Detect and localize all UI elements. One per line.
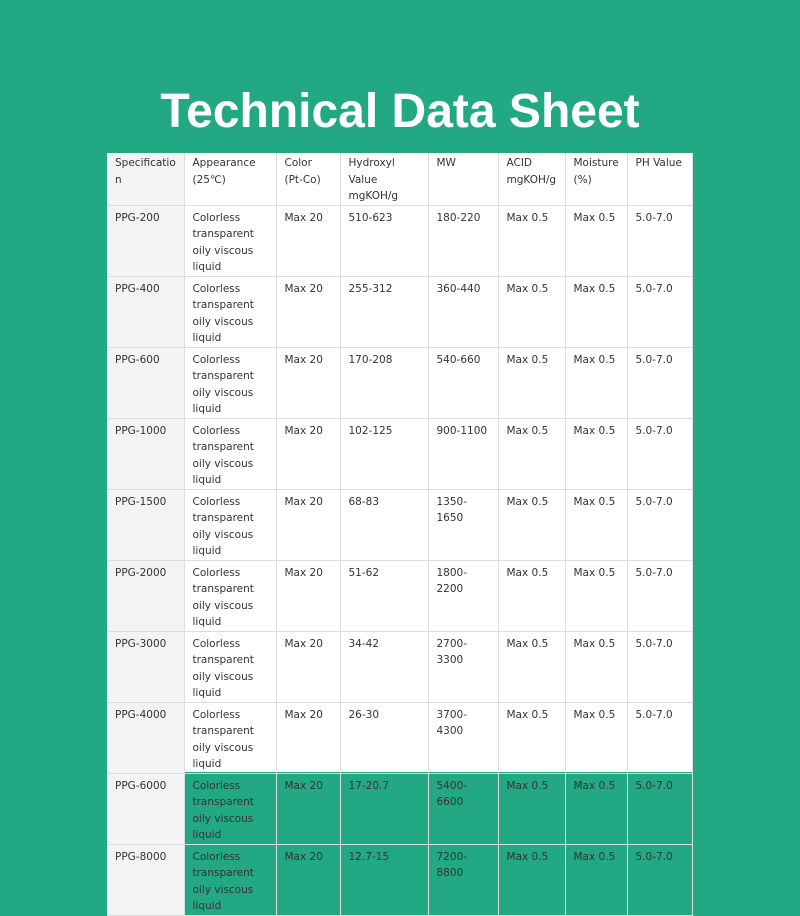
specification-cell: PPG-8000 xyxy=(107,844,184,915)
moisture-cell: Max 0.5 xyxy=(565,347,627,418)
header-moisture: Moisture (%) xyxy=(565,153,627,205)
moisture-cell: Max 0.5 xyxy=(565,276,627,347)
mw-cell: 540-660 xyxy=(428,347,498,418)
ph-value-cell: 5.0-7.0 xyxy=(627,276,692,347)
appearance-cell: Colorless transparent oily viscous liquid xyxy=(184,702,276,773)
mw-cell: 5400-6600 xyxy=(428,773,498,844)
table-row xyxy=(107,489,692,560)
mw-cell: 180-220 xyxy=(428,205,498,276)
header-acid: ACID mgKOH/g xyxy=(498,153,565,205)
appearance-cell: Colorless transparent oily viscous liquid xyxy=(184,347,276,418)
header-mw: MW xyxy=(428,153,498,205)
table-row xyxy=(107,631,692,702)
ph-value-cell: 5.0-7.0 xyxy=(627,702,692,773)
color-cell: Max 20 xyxy=(276,560,340,631)
table-body xyxy=(107,205,692,915)
technical-data-table xyxy=(107,153,693,916)
acid-cell: Max 0.5 xyxy=(498,489,565,560)
hydroxyl-value-cell: 170-208 xyxy=(340,347,428,418)
table-row xyxy=(107,418,692,489)
mw-cell: 1350-1650 xyxy=(428,489,498,560)
header-specification: Specification xyxy=(107,153,184,205)
ph-value-cell: 5.0-7.0 xyxy=(627,205,692,276)
specification-cell: PPG-1500 xyxy=(107,489,184,560)
color-cell: Max 20 xyxy=(276,702,340,773)
ph-value-cell: 5.0-7.0 xyxy=(627,631,692,702)
appearance-cell: Colorless transparent oily viscous liquid xyxy=(184,631,276,702)
appearance-cell: Colorless transparent oily viscous liquid xyxy=(184,205,276,276)
hydroxyl-value-cell: 17-20.7 xyxy=(340,773,428,844)
appearance-cell: Colorless transparent oily viscous liquid xyxy=(184,560,276,631)
moisture-cell: Max 0.5 xyxy=(565,205,627,276)
acid-cell: Max 0.5 xyxy=(498,631,565,702)
moisture-cell: Max 0.5 xyxy=(565,702,627,773)
ph-value-cell: 5.0-7.0 xyxy=(627,773,692,844)
mw-cell: 360-440 xyxy=(428,276,498,347)
moisture-cell: Max 0.5 xyxy=(565,489,627,560)
table-row xyxy=(107,205,692,276)
mw-cell: 2700-3300 xyxy=(428,631,498,702)
color-cell: Max 20 xyxy=(276,844,340,915)
mw-cell: 3700-4300 xyxy=(428,702,498,773)
hydroxyl-value-cell: 12.7-15 xyxy=(340,844,428,915)
appearance-cell: Colorless transparent oily viscous liquid xyxy=(184,276,276,347)
table-header-row xyxy=(107,153,692,205)
moisture-cell: Max 0.5 xyxy=(565,631,627,702)
acid-cell: Max 0.5 xyxy=(498,702,565,773)
acid-cell: Max 0.5 xyxy=(498,560,565,631)
moisture-cell: Max 0.5 xyxy=(565,560,627,631)
acid-cell: Max 0.5 xyxy=(498,418,565,489)
appearance-cell: Colorless transparent oily viscous liquid xyxy=(184,773,276,844)
color-cell: Max 20 xyxy=(276,631,340,702)
mw-cell: 900-1100 xyxy=(428,418,498,489)
acid-cell: Max 0.5 xyxy=(498,773,565,844)
table-row xyxy=(107,347,692,418)
specification-cell: PPG-4000 xyxy=(107,702,184,773)
header-hydroxyl-value: Hydroxyl Value mgKOH/g xyxy=(340,153,428,205)
specification-cell: PPG-3000 xyxy=(107,631,184,702)
color-cell: Max 20 xyxy=(276,489,340,560)
moisture-cell: Max 0.5 xyxy=(565,844,627,915)
header-color: Color (Pt-Co) xyxy=(276,153,340,205)
ph-value-cell: 5.0-7.0 xyxy=(627,418,692,489)
table-row xyxy=(107,773,692,844)
ph-value-cell: 5.0-7.0 xyxy=(627,844,692,915)
hydroxyl-value-cell: 102-125 xyxy=(340,418,428,489)
header-appearance: Appearance (25℃) xyxy=(184,153,276,205)
hydroxyl-value-cell: 510-623 xyxy=(340,205,428,276)
hydroxyl-value-cell: 26-30 xyxy=(340,702,428,773)
specification-cell: PPG-1000 xyxy=(107,418,184,489)
moisture-cell: Max 0.5 xyxy=(565,773,627,844)
specification-cell: PPG-200 xyxy=(107,205,184,276)
ph-value-cell: 5.0-7.0 xyxy=(627,560,692,631)
specification-cell: PPG-400 xyxy=(107,276,184,347)
table-row xyxy=(107,560,692,631)
page-title: Technical Data Sheet xyxy=(160,85,640,138)
hydroxyl-value-cell: 51-62 xyxy=(340,560,428,631)
table-row xyxy=(107,702,692,773)
hydroxyl-value-cell: 255-312 xyxy=(340,276,428,347)
specification-cell: PPG-2000 xyxy=(107,560,184,631)
hydroxyl-value-cell: 34-42 xyxy=(340,631,428,702)
specification-cell: PPG-600 xyxy=(107,347,184,418)
color-cell: Max 20 xyxy=(276,276,340,347)
color-cell: Max 20 xyxy=(276,418,340,489)
data-sheet-table-container xyxy=(107,153,692,912)
acid-cell: Max 0.5 xyxy=(498,347,565,418)
color-cell: Max 20 xyxy=(276,205,340,276)
ph-value-cell: 5.0-7.0 xyxy=(627,489,692,560)
acid-cell: Max 0.5 xyxy=(498,205,565,276)
acid-cell: Max 0.5 xyxy=(498,276,565,347)
specification-cell: PPG-6000 xyxy=(107,773,184,844)
appearance-cell: Colorless transparent oily viscous liquid xyxy=(184,844,276,915)
ph-value-cell: 5.0-7.0 xyxy=(627,347,692,418)
acid-cell: Max 0.5 xyxy=(498,844,565,915)
table-row xyxy=(107,276,692,347)
appearance-cell: Colorless transparent oily viscous liquid xyxy=(184,418,276,489)
header-ph-value: PH Value xyxy=(627,153,692,205)
color-cell: Max 20 xyxy=(276,773,340,844)
hydroxyl-value-cell: 68-83 xyxy=(340,489,428,560)
table-row xyxy=(107,844,692,915)
mw-cell: 1800-2200 xyxy=(428,560,498,631)
moisture-cell: Max 0.5 xyxy=(565,418,627,489)
color-cell: Max 20 xyxy=(276,347,340,418)
appearance-cell: Colorless transparent oily viscous liquid xyxy=(184,489,276,560)
mw-cell: 7200-8800 xyxy=(428,844,498,915)
